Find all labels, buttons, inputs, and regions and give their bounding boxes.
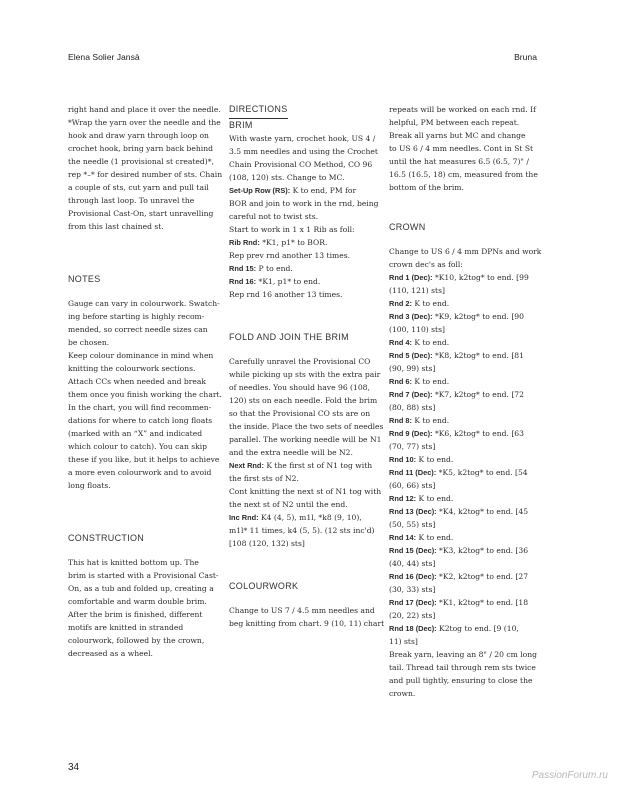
crown-round [389,453,541,466]
text-line: With waste yarn, crochet hook, US 4 / [229,134,376,143]
crown-round [389,622,541,635]
crown-round [389,388,541,401]
notes-paragraph-1 [68,297,220,349]
inc-round-label: Inc Rnd: [229,513,259,522]
crown-round-text: K to end. [412,299,450,308]
construction-paragraph [68,556,219,660]
round-16-text: *K1, p1* to end. [256,277,321,286]
next-round [229,459,382,511]
text-line: colourwork, followed by the crown, [68,636,205,645]
text-line: so that the Provisional CO sts are on [229,409,371,418]
text-line: ing before starting is highly recom- [68,312,205,321]
crown-round-text: *K9, k2tog* to end. [90 [432,312,524,321]
next-round-text-1: K the first st of N1 tog with [263,461,373,470]
text-line: and pull tightly, ensuring to close the [389,676,533,685]
watermark: PassionForum.ru [531,770,608,781]
setup-row [229,184,379,223]
crown-round [389,492,541,505]
crown-round-label: Rnd 13 (Dec): [389,507,437,516]
text-line: brim is started with a Provisional Cast- [68,571,219,580]
text-line: Break yarn, leaving an 8" / 20 cm long [389,650,537,659]
directions-heading: DIRECTIONS [229,103,288,119]
text-line: hook and draw yarn through loop on [68,131,209,140]
setup-row-text-1: K to end, PM for [290,186,357,195]
crown-round-continuation: (80, 88) sts] [389,403,436,412]
crown-round-label: Rnd 7 (Dec): [389,390,433,399]
crown-round-text: *K8, k2tog* to end. [81 [432,351,524,360]
text-line: be chosen. [68,338,110,347]
text-line: comfortable and warm double brim. [68,597,207,606]
crown-round-text: *K2, k2tog* to end. [27 [436,572,529,581]
crown-round-label: Rnd 8: [389,416,412,425]
text-line: rep *–* for desired number of sts. Chain [68,170,223,179]
text-line: until the hat measures 6.5 (6.5, 7)" / [389,157,529,166]
text-line: Keep colour dominance in mind when [68,351,214,360]
next-round-label: Next Rnd: [229,461,264,470]
text-line: This hat is knitted bottom up. The [68,558,199,567]
brim-heading: BRIM [229,120,253,130]
colourwork-heading: COLOURWORK [229,581,299,591]
inc-round [229,511,375,550]
crown-round-continuation: (30, 33) sts] [389,585,436,594]
crown-round [389,427,541,440]
text-line: long floats. [68,481,111,490]
text-line: helpful, PM between each repeat. [389,118,520,127]
setup-row-text-3: careful not to twist sts. [229,212,319,221]
crown-round-label: Rnd 6: [389,377,412,386]
text-line: knitting the colourwork sections. [68,364,196,373]
header-author: Elena Solier Jansà [68,52,140,62]
page-number: 34 [68,762,80,773]
header-pattern-name: Bruna [514,52,537,62]
crown-round [389,466,541,479]
column-middle [229,103,385,630]
inc-round-text-3: [108 (120, 132) sts] [229,539,305,548]
text-line: from this last chained st. [68,222,164,231]
crown-round [389,271,541,284]
break-yarn-paragraph [389,129,541,194]
finishing-paragraph [389,648,541,700]
text-line: Provisional Cast-On, start unravelling [68,209,214,218]
crown-round-text: *K7, k2tog* to end. [72 [432,390,524,399]
text-line: parallel. The working needle will be N1 [229,435,382,444]
text-line: Carefully unravel the Provisional CO [229,357,371,366]
text-line: Gauge can vary in colourwork. Swatch- [68,299,220,308]
text-line: which colour to catch). You can skip [68,442,208,451]
text-line: right hand and place it over the needle. [68,105,221,114]
notes-heading: NOTES [68,274,101,284]
text-line: (marked with an “X” and indicated [68,429,203,438]
crown-round-text: K to end. [416,533,454,542]
crown-round-label: Rnd 4: [389,338,412,347]
crown-round-label: Rnd 11 (Dec): [389,468,437,477]
text-line: to US 6 / 4 mm needles. Cont in St St [389,144,534,153]
crown-intro [389,245,541,271]
crown-round-label: Rnd 16 (Dec): [389,572,437,581]
brim-paragraph [229,132,378,184]
text-line: On, as a tub and folded up, creating a [68,584,214,593]
text-line: bottom of the brim. [389,183,464,192]
column-left [68,103,223,660]
crown-round-label: Rnd 14: [389,533,417,542]
crown-round-continuation: (50, 55) sts] [389,520,436,529]
crown-round-continuation: (70, 77) sts] [389,442,436,451]
crown-round-continuation: 11) sts] [389,637,418,646]
next-round-text-4: the next st of N2 until the end. [229,500,348,509]
text-line: 16.5 (16.5, 18) cm, measured from the [389,170,538,179]
crown-round-label: Rnd 9 (Dec): [389,429,433,438]
text-line: After the brim is finished, different [68,610,203,619]
text-line: beg knitting from chart. 9 (10, 11) chart [229,619,385,628]
crown-round-text: K to end. [416,494,454,503]
construction-heading: CONSTRUCTION [68,533,145,543]
crown-round-text: K to end. [416,455,454,464]
crown-round-text: K2tog to end. [9 (10, [436,624,519,633]
text-line: tail. Thread tail through rem sts twice [389,663,536,672]
crown-round-continuation: (90, 99) sts] [389,364,436,373]
crown-round [389,596,541,609]
text-line: Break all yarns but MC and change [389,131,526,140]
crown-round [389,297,541,310]
text-line: through last loop. To unravel the [68,196,195,205]
notes-paragraph-3 [68,401,220,492]
notes-paragraph-2 [68,349,222,401]
crown-heading: CROWN [389,222,426,232]
crown-round-text: K to end. [412,416,450,425]
rib-round-text: *K1, p1* to BOR. [259,238,328,247]
next-round-text-3: Cont knitting the next st of N1 tog with [229,487,382,496]
round-15-16-section [229,262,375,301]
text-line: dations for where to catch long floats [68,416,213,425]
crown-round-label: Rnd 2: [389,299,412,308]
crown-round-continuation: (20, 22) sts] [389,611,436,620]
text-line: and the extra needle will be N2. [229,448,353,457]
inc-round-text-1: K4 (4, 5), m1l, *k8 (9, 10), [258,513,362,522]
crown-round [389,375,541,388]
intro-paragraph [68,103,223,233]
text-line: the needle (1 provisional st created)*, [68,157,214,166]
crown-round-text: *K3, k2tog* to end. [36 [436,546,529,555]
text-line: repeats will be worked on each rnd. If [389,105,536,114]
text-line: 3.5 mm needles and using the Crochet [229,147,378,156]
crown-round-label: Rnd 5 (Dec): [389,351,433,360]
round-16-label: Rnd 16: [229,277,257,286]
crown-round [389,505,541,518]
crown-round-label: Rnd 17 (Dec): [389,598,437,607]
text-line: In the chart, you will find recommen- [68,403,212,412]
crown-round-continuation: (110, 121) sts] [389,286,445,295]
text-line: the inside. Place the two sets of needles [229,422,384,431]
crown-round [389,414,541,427]
crown-round-label: Rnd 15 (Dec): [389,546,437,555]
text-line: *Wrap the yarn over the needle and the [68,118,221,127]
crown-round-label: Rnd 10: [389,455,417,464]
crown-round-label: Rnd 1 (Dec): [389,273,433,282]
text-line: crown. [389,689,416,698]
crown-round-label: Rnd 18 (Dec): [389,624,437,633]
crown-round-text: *K5, k2tog* to end. [54 [436,468,528,477]
round-16-repeat: Rep rnd 16 another 13 times. [229,290,343,299]
crown-round [389,310,541,323]
crown-round-continuation: (40, 44) sts] [389,559,436,568]
next-round-text-2: the first sts of N2. [229,474,299,483]
text-line: mended, so correct needle sizes can [68,325,208,334]
fold-paragraph [229,355,384,459]
crown-round [389,336,541,349]
setup-row-label: Set-Up Row (RS): [229,186,291,195]
text-line: Change to US 7 / 4.5 mm needles and [229,606,375,615]
text-line: a couple of sts, cut yarn and pull tail [68,183,209,192]
text-line: crochet hook, bring yarn back behind [68,144,213,153]
colourwork-paragraph [229,604,385,630]
rib-repeat: Rep prev rnd another 13 times. [229,251,351,260]
crown-round-text: *K6, k2tog* to end. [63 [432,429,524,438]
crown-round-label: Rnd 3 (Dec): [389,312,433,321]
crown-round [389,570,541,583]
crown-round [389,349,541,362]
crown-round-continuation: (100, 110) sts] [389,325,445,334]
rib-intro: Start to work in 1 x 1 Rib as foll: [229,225,355,234]
round-15-text: P to end. [256,264,293,273]
crown-round-text: K to end. [412,377,450,386]
crown-round [389,531,541,544]
text-line: Chain Provisional CO Method, CO 96 [229,160,373,169]
crown-round-continuation: (60, 66) sts] [389,481,436,490]
text-line: Change to US 6 / 4 mm DPNs and work [389,247,542,256]
text-line: crown dec's as foll: [389,260,463,269]
text-line: (108, 120) sts. Change to MC. [229,173,345,182]
text-line: Attach CCs when needed and break [68,377,206,386]
rib-section [229,223,375,262]
text-line: decreased as a wheel. [68,649,153,658]
text-line: 120) sts on each needle. Fold the brim [229,396,378,405]
text-line: them once you finish working the chart. [68,390,222,399]
crown-round-label: Rnd 12: [389,494,417,503]
setup-row-text-2: BOR and join to work in the rnd, being [229,199,379,208]
text-line: a more even colourwork and to avoid [68,468,212,477]
round-15-label: Rnd 15: [229,264,257,273]
column-right [389,103,541,700]
inc-round-text-2: m1l* 11 times, k4 (5, 5). (12 sts inc'd) [229,526,375,535]
fold-heading: FOLD AND JOIN THE BRIM [229,332,349,342]
crown-round-text: K to end. [412,338,450,347]
crown-round-text: *K10, k2tog* to end. [99 [432,273,529,282]
rib-round-label: Rib Rnd: [229,238,260,247]
text-line: motifs are knitted in stranded [68,623,184,632]
text-line: of needles. You should have 96 (108, [229,383,370,392]
crown-rounds-list [389,271,541,648]
text-line: while picking up sts with the extra pair [229,370,381,379]
crown-round-text: *K1, k2tog* to end. [18 [436,598,529,607]
crown-round [389,544,541,557]
crown-round-text: *K4, k2tog* to end. [45 [436,507,529,516]
text-line: these if you like, but it helps to achieve [68,455,220,464]
continuation-paragraph [389,103,541,129]
